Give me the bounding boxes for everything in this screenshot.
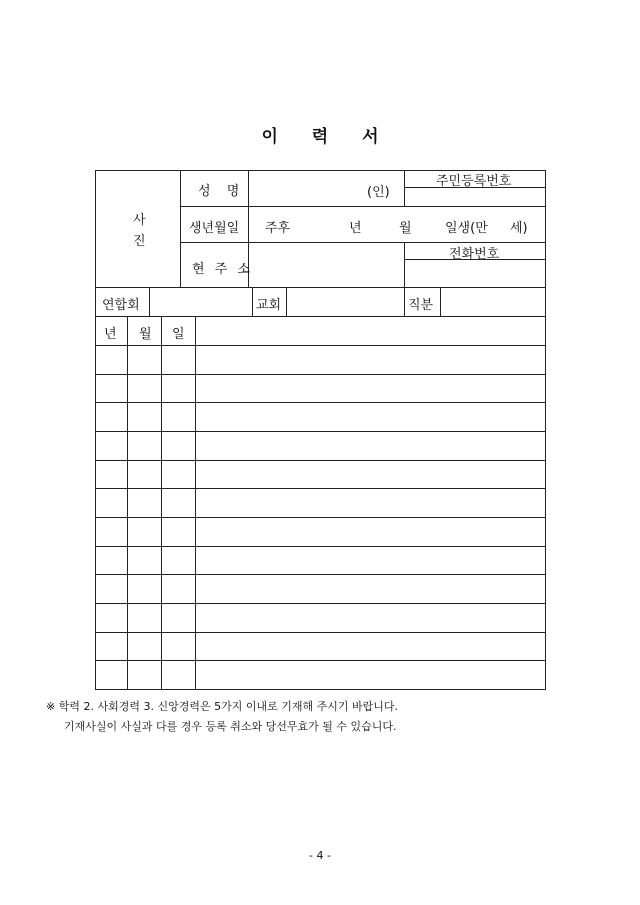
history-detail-cell[interactable] [196, 432, 545, 460]
phone-label: 전화번호 [449, 247, 500, 262]
photo-divider [180, 170, 181, 287]
phone-field[interactable] [406, 261, 544, 286]
history-month-cell[interactable] [128, 403, 161, 431]
address-field[interactable] [250, 244, 402, 286]
history-day-cell[interactable] [162, 375, 195, 403]
document-title: 이 력 서 [261, 127, 393, 147]
history-header-year: 년 [104, 327, 117, 342]
history-day-cell[interactable] [162, 547, 195, 575]
history-day-cell[interactable] [162, 633, 195, 661]
church-label-divider [286, 287, 287, 317]
history-month-cell[interactable] [128, 518, 161, 546]
birth-day-age: 일생(만 [445, 221, 488, 236]
history-year-cell[interactable] [96, 633, 127, 661]
birth-age-suffix: 세) [510, 221, 528, 236]
history-detail-cell[interactable] [196, 461, 545, 489]
history-day-cell[interactable] [162, 489, 195, 517]
form-right-border [545, 170, 546, 690]
history-day-cell[interactable] [162, 461, 195, 489]
church-start-divider [252, 287, 253, 317]
history-month-cell[interactable] [128, 633, 161, 661]
history-detail-cell[interactable] [196, 547, 545, 575]
union-divider [149, 287, 150, 317]
history-year-cell[interactable] [96, 575, 127, 603]
birth-label: 생년월일 [189, 221, 240, 236]
history-day-cell[interactable] [162, 432, 195, 460]
union-label: 연합회 [102, 298, 140, 313]
history-year-cell[interactable] [96, 547, 127, 575]
history-month-cell[interactable] [128, 489, 161, 517]
history-year-cell[interactable] [96, 661, 127, 689]
history-month-cell[interactable] [128, 661, 161, 689]
birth-era: 주후 [265, 221, 291, 236]
resident-no-field[interactable] [406, 189, 544, 205]
top-section-bottom [95, 287, 546, 288]
history-detail-cell[interactable] [196, 633, 545, 661]
history-detail-cell[interactable] [196, 489, 545, 517]
org-row-bottom [95, 316, 546, 317]
position-start-divider [404, 287, 405, 317]
history-month-cell[interactable] [128, 575, 161, 603]
history-header-day: 일 [172, 327, 185, 342]
form-bottom-border [95, 689, 546, 690]
seal-label: (인) [367, 185, 390, 200]
name-resident-divider [404, 170, 405, 207]
history-detail-cell[interactable] [196, 403, 545, 431]
church-field[interactable] [288, 289, 402, 315]
address-label: 현 주 소 [192, 262, 253, 277]
name-row-bottom [180, 206, 546, 207]
history-header-month: 월 [139, 327, 152, 342]
photo-label-2: 진 [133, 234, 146, 249]
history-detail-cell[interactable] [196, 518, 545, 546]
resident-no-label: 주민등록번호 [436, 174, 512, 189]
name-label: 성 명 [198, 184, 246, 199]
history-month-cell[interactable] [128, 346, 161, 374]
history-month-cell[interactable] [128, 375, 161, 403]
history-detail-cell[interactable] [196, 661, 545, 689]
birth-year: 년 [349, 221, 362, 236]
history-detail-cell[interactable] [196, 575, 545, 603]
history-year-cell[interactable] [96, 489, 127, 517]
position-label: 직분 [408, 298, 434, 313]
history-month-cell[interactable] [128, 547, 161, 575]
history-detail-cell[interactable] [196, 375, 545, 403]
history-year-cell[interactable] [96, 346, 127, 374]
history-day-cell[interactable] [162, 575, 195, 603]
address-phone-divider [404, 242, 405, 287]
history-detail-cell[interactable] [196, 604, 545, 632]
position-label-divider [440, 287, 441, 317]
history-month-cell[interactable] [128, 432, 161, 460]
birth-month: 월 [399, 221, 412, 236]
history-day-cell[interactable] [162, 403, 195, 431]
history-day-cell[interactable] [162, 518, 195, 546]
history-year-cell[interactable] [96, 432, 127, 460]
history-month-cell[interactable] [128, 604, 161, 632]
union-field[interactable] [151, 289, 250, 315]
history-year-cell[interactable] [96, 604, 127, 632]
history-day-cell[interactable] [162, 604, 195, 632]
history-year-cell[interactable] [96, 403, 127, 431]
history-month-cell[interactable] [128, 461, 161, 489]
note-line-1: ※ 학력 2. 사회경력 3. 신앙경력은 5가지 이내로 기재해 주시기 바랍니다. [46, 700, 398, 713]
position-field[interactable] [442, 289, 544, 315]
photo-label-1: 사 [133, 213, 146, 228]
history-detail-cell[interactable] [196, 346, 545, 374]
page-number: - 4 - [309, 849, 331, 862]
church-label: 교회 [256, 298, 282, 313]
history-year-cell[interactable] [96, 375, 127, 403]
history-day-cell[interactable] [162, 661, 195, 689]
note-line-2: 기재사실이 사실과 다를 경우 등록 취소와 당선무효가 될 수 있습니다. [64, 720, 397, 733]
history-year-cell[interactable] [96, 461, 127, 489]
history-year-cell[interactable] [96, 518, 127, 546]
history-day-cell[interactable] [162, 346, 195, 374]
